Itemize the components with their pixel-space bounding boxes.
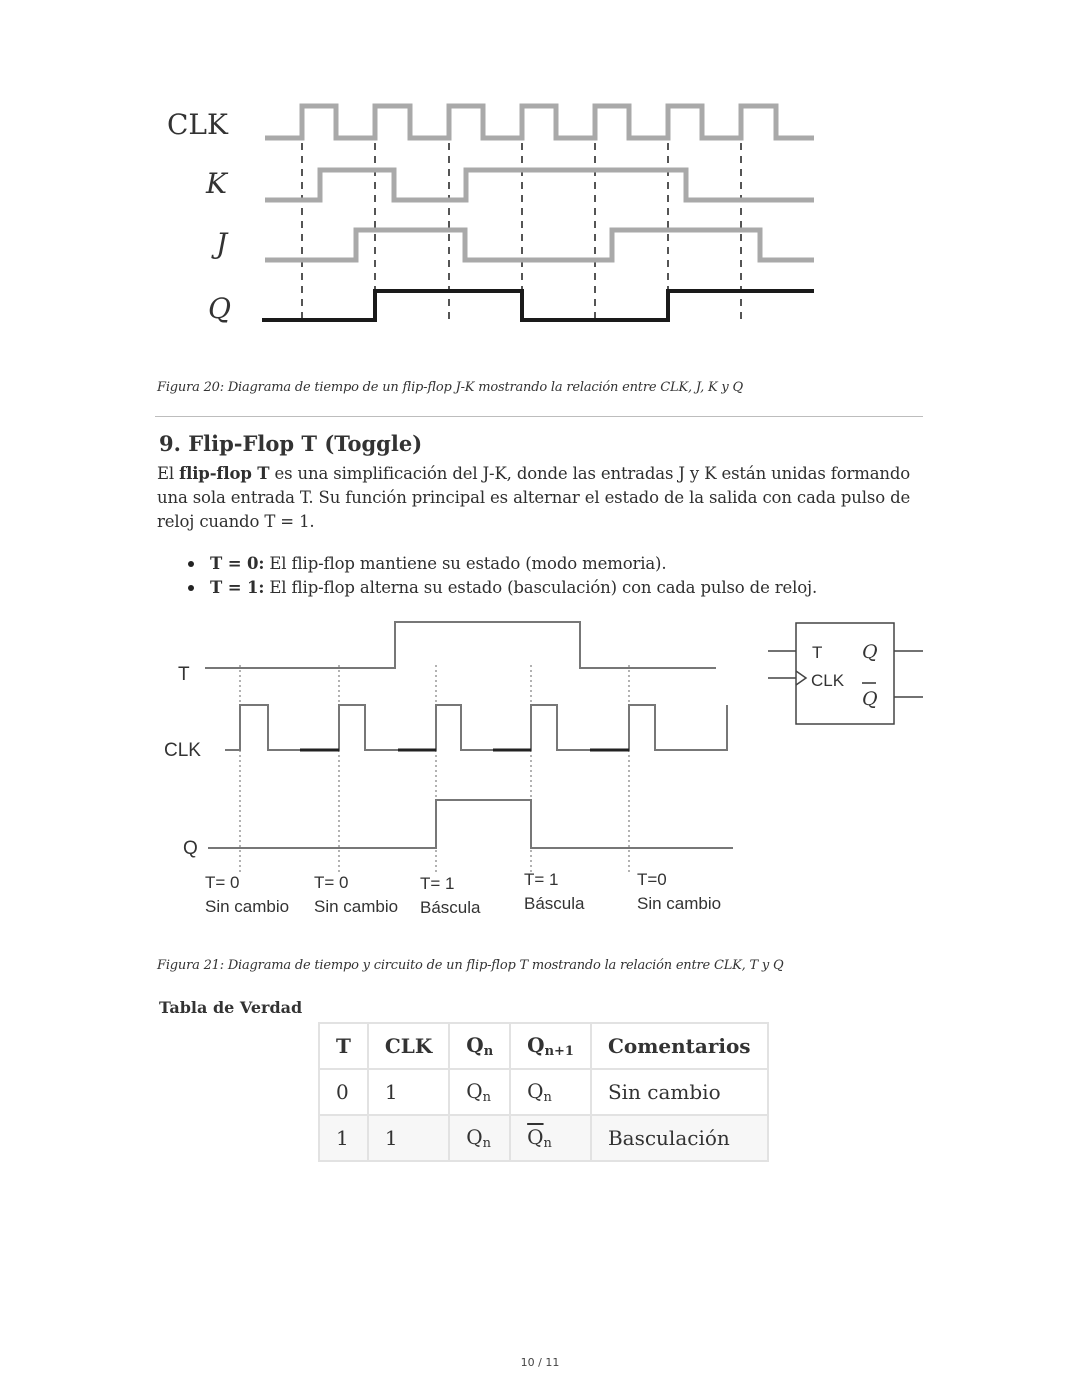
cell-qn-base: Q xyxy=(466,1125,483,1149)
k-waveform xyxy=(265,170,814,200)
cell-t: 1 xyxy=(319,1115,368,1161)
cell-qn-base: Q xyxy=(466,1079,483,1103)
annotation-1-state: T= 0 xyxy=(205,873,240,892)
bullet-t1-label: T = 1: xyxy=(210,578,265,597)
cell-qn-sub: n xyxy=(482,1136,492,1151)
signal-label-q: Q xyxy=(183,838,198,859)
signal-label-j: J xyxy=(216,227,228,260)
jk-timing-diagram xyxy=(150,90,840,340)
bullet-t1 xyxy=(188,576,817,600)
mode-bullet-list xyxy=(188,552,817,600)
signal-label-clk: CLK xyxy=(164,740,201,761)
q-waveform xyxy=(262,291,814,320)
annotation-5-note: Sin cambio xyxy=(637,894,722,913)
annotation-2-note: Sin cambio xyxy=(314,897,399,916)
t-waveform xyxy=(205,622,716,668)
cell-qn xyxy=(449,1115,510,1161)
truth-table-label: Tabla de Verdad xyxy=(159,998,303,1017)
annotation-1-note: Sin cambio xyxy=(205,897,290,916)
block-input-t: T xyxy=(812,643,823,662)
clk-waveform xyxy=(265,106,814,138)
cell-qn xyxy=(449,1069,510,1115)
intro-prefix: El xyxy=(157,464,180,483)
intro-bold-term: flip-flop T xyxy=(179,464,270,483)
signal-label-clk: CLK xyxy=(167,108,228,141)
figure-21-caption: Figura 21: Diagrama de tiempo y circuito de un flip-flop T mostrando la relación entre CLK, T y Q xyxy=(157,958,784,973)
header-clk: CLK xyxy=(368,1023,449,1069)
cell-qn1-negated-base: $\overline{Q}$ xyxy=(527,1125,544,1149)
cell-clk: 1 xyxy=(368,1069,449,1115)
t-timing-diagram xyxy=(150,610,940,930)
figure-20-caption: Figura 20: Diagrama de tiempo de un flip-flop J-K mostrando la relación entre CLK, J, K y Q xyxy=(157,380,743,395)
cell-qn1-sub: n xyxy=(543,1090,552,1105)
bullet-t0 xyxy=(188,552,817,576)
annotation-3-note: Báscula xyxy=(420,898,481,917)
cell-qn1 xyxy=(510,1115,591,1161)
signal-label-t: T xyxy=(178,664,190,685)
section-divider xyxy=(155,416,923,417)
cell-t: 0 xyxy=(319,1069,368,1115)
block-output-qbar: Q xyxy=(862,688,878,710)
intro-rest: es una simplificación del J-K, donde las entradas J y K están unidas formando una sola entrada T. Su función principal es alternar el estado de la salida con cada pulso de reloj cuando T = 1. xyxy=(157,464,911,531)
header-qn1 xyxy=(510,1023,591,1069)
section-heading: 9. Flip-Flop T (Toggle) xyxy=(159,431,423,456)
annotation-4-state: T= 1 xyxy=(524,870,559,889)
cell-qn1-sub: n xyxy=(543,1136,552,1151)
block-input-clk: CLK xyxy=(811,671,845,690)
bullet-t0-text: El flip-flop mantiene su estado (modo memoria). xyxy=(264,554,667,573)
table-row xyxy=(319,1069,768,1115)
page-number: 10 / 11 xyxy=(520,1356,560,1369)
header-t: T xyxy=(319,1023,368,1069)
annotation-4-note: Báscula xyxy=(524,894,585,913)
t-flipflop-block xyxy=(768,623,923,724)
header-qn-sub: n xyxy=(483,1044,494,1059)
cell-qn1-base: Q xyxy=(527,1079,544,1103)
signal-label-k: K xyxy=(206,167,227,200)
annotation-5-state: T=0 xyxy=(637,870,667,889)
intro-paragraph xyxy=(157,462,937,534)
bullet-t1-text: El flip-flop alterna su estado (basculación) con cada pulso de reloj. xyxy=(264,578,818,597)
cell-qn-sub: n xyxy=(482,1090,492,1105)
q-waveform xyxy=(208,800,733,848)
header-qn1-base: Q xyxy=(527,1033,545,1057)
header-qn1-sub: n+1 xyxy=(544,1044,574,1059)
cell-comment: Sin cambio xyxy=(591,1069,768,1115)
header-comments: Comentarios xyxy=(591,1023,768,1069)
clock-input-triangle xyxy=(796,671,806,685)
annotation-2-state: T= 0 xyxy=(314,873,349,892)
header-qn-base: Q xyxy=(466,1033,484,1057)
truth-table xyxy=(318,1022,769,1162)
clk-waveform xyxy=(225,705,727,750)
j-waveform xyxy=(265,230,814,260)
truth-table-header xyxy=(319,1023,768,1069)
cell-qn1 xyxy=(510,1069,591,1115)
annotation-3-state: T= 1 xyxy=(420,874,455,893)
bullet-t0-label: T = 0: xyxy=(210,554,265,573)
header-qn xyxy=(449,1023,510,1069)
cell-clk: 1 xyxy=(368,1115,449,1161)
cell-comment: Basculación xyxy=(591,1115,768,1161)
table-row xyxy=(319,1115,768,1161)
signal-label-q: Q xyxy=(208,292,231,325)
block-output-q: Q xyxy=(862,641,878,663)
